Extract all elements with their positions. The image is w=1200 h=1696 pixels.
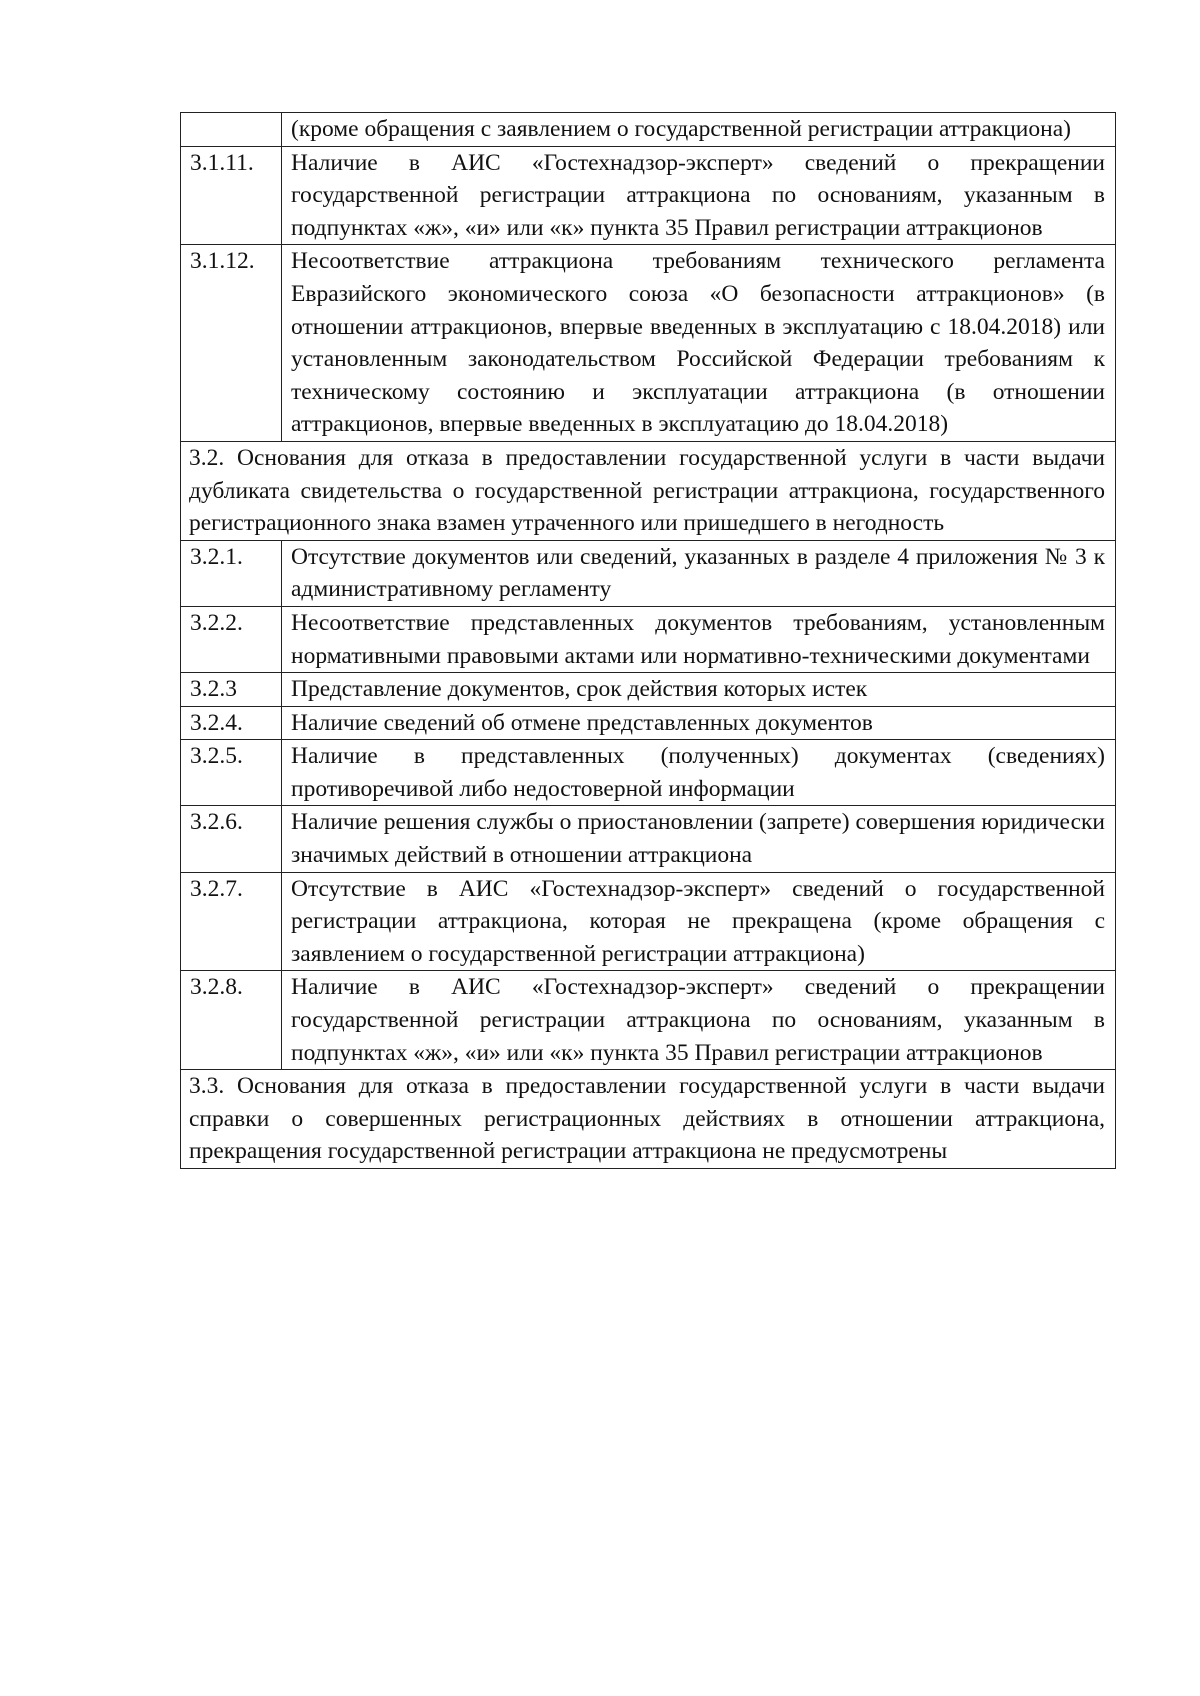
table-row — [181, 740, 1116, 806]
item-number: 3.2.5. — [181, 740, 282, 806]
item-number: 3.2.1. — [181, 540, 282, 606]
table-row — [181, 540, 1116, 606]
table-row — [181, 113, 1116, 147]
item-number: 3.2.6. — [181, 806, 282, 872]
item-text: (кроме обращения с заявлением о государственной регистрации аттракциона) — [282, 113, 1116, 147]
item-number: 3.2.2. — [181, 606, 282, 672]
table-row — [181, 606, 1116, 672]
item-number: 3.2.8. — [181, 971, 282, 1070]
table-row — [181, 245, 1116, 442]
section-row — [181, 441, 1116, 540]
item-number: 3.1.12. — [181, 245, 282, 442]
item-text: Наличие сведений об отмене представленных документов — [282, 706, 1116, 740]
item-text: Отсутствие в АИС «Гостехнадзор-эксперт» сведений о государственной регистрации аттракциона, которая не прекращена (кроме обращения с заявлением о государственной регистрации аттракциона) — [282, 872, 1116, 971]
table-row — [181, 806, 1116, 872]
item-text: Наличие в представленных (полученных) документах (сведениях) противоречивой либо недостоверной информации — [282, 740, 1116, 806]
item-number: 3.2.4. — [181, 706, 282, 740]
item-text: Отсутствие документов или сведений, указанных в разделе 4 приложения № 3 к административному регламенту — [282, 540, 1116, 606]
item-text: Наличие решения службы о приостановлении (запрете) совершения юридически значимых действий в отношении аттракциона — [282, 806, 1116, 872]
item-text: Несоответствие аттракциона требованиям технического регламента Евразийского экономического союза «О безопасности аттракционов» (в отношении аттракционов, впервые введенных в эксплуатацию с 18.04.2018) или установленным законодательством Российской Федерации требованиям к техническому состоянию и эксплуатации аттракциона (в отношении аттракционов, впервые введенных в эксплуатацию до 18.04.2018) — [282, 245, 1116, 442]
table-row — [181, 673, 1116, 707]
item-text: Наличие в АИС «Гостехнадзор-эксперт» сведений о прекращении государственной регистрации аттракциона по основаниям, указанным в подпунктах «ж», «и» или «к» пункта 35 Правил регистрации аттракционов — [282, 971, 1116, 1070]
section-row — [181, 1070, 1116, 1169]
item-text: Несоответствие представленных документов требованиям, установленным нормативными правовыми актами или нормативно-техническими документами — [282, 606, 1116, 672]
table-row — [181, 146, 1116, 245]
section-heading: 3.2. Основания для отказа в предоставлении государственной услуги в части выдачи дубликата свидетельства о государственной регистрации аттракциона, государственного регистрационного знака взамен утраченного или пришедшего в негодность — [181, 441, 1116, 540]
item-text: Представление документов, срок действия которых истек — [282, 673, 1116, 707]
table-row — [181, 971, 1116, 1070]
item-number: 3.2.3 — [181, 673, 282, 707]
section-heading: 3.3. Основания для отказа в предоставлении государственной услуги в части выдачи справки о совершенных регистрационных действиях в отношении аттракциона, прекращения государственной регистрации аттракциона не предусмотрены — [181, 1070, 1116, 1169]
item-number: 3.2.7. — [181, 872, 282, 971]
item-text: Наличие в АИС «Гостехнадзор-эксперт» сведений о прекращении государственной регистрации аттракциона по основаниям, указанным в подпунктах «ж», «и» или «к» пункта 35 Правил регистрации аттракционов — [282, 146, 1116, 245]
item-number — [181, 113, 282, 147]
table-row — [181, 706, 1116, 740]
grounds-table — [180, 112, 1116, 1169]
item-number: 3.1.11. — [181, 146, 282, 245]
table-row — [181, 872, 1116, 971]
